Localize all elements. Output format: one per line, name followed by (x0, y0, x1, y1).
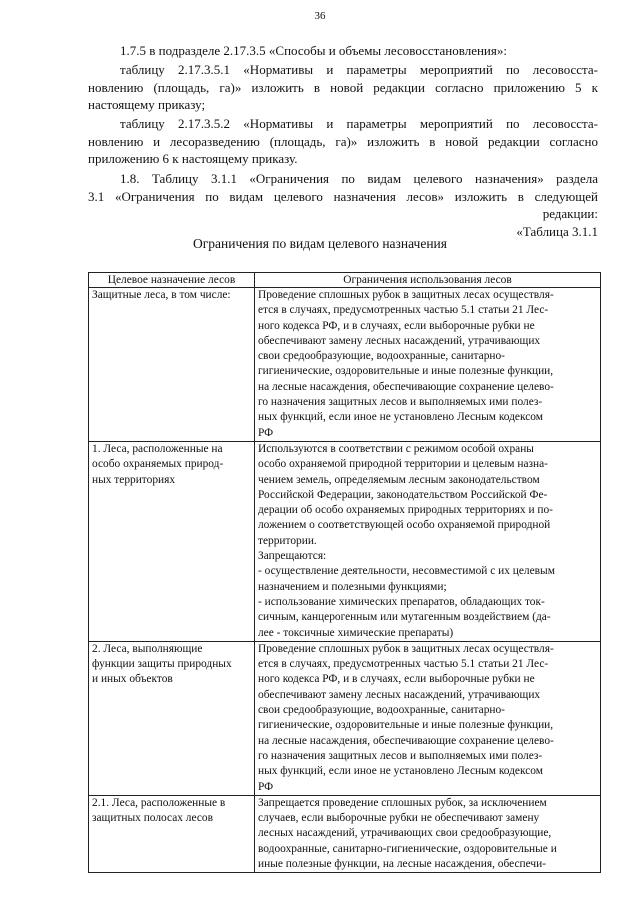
restrictions-cell (255, 795, 601, 872)
cell-line: ных функций, если иное не установлено Лесным кодексом (258, 765, 543, 778)
text-line: редакции: (542, 206, 598, 222)
cell-line: ложением о соответствующей особо охраняемой природной (258, 519, 551, 532)
cell-line: лесных насаждений, утрачивающих свои средообразующие, (258, 827, 552, 840)
cell-line: Запрещается проведение сплошных рубок, за исключением (258, 796, 547, 809)
cell-line: на лесные насаждения, обеспечивающие сохранение целево- (258, 380, 554, 393)
text-line: новлению и лесоразведению (площадь, га)» изложить в новой редакции согласно (88, 133, 598, 149)
paragraph-1-8 (88, 170, 598, 240)
cell-line: обеспечивают замену лесных насаждений, утрачивающих (258, 334, 541, 347)
cell-line: водоохранные, санитарно-гигиенические, оздоровительные и (258, 842, 557, 855)
cell-line: го назначения защитных лесов и выполняемых ими полез- (258, 396, 543, 409)
cell-line: - использование химических препаратов, обладающих ток- (258, 595, 545, 608)
cell-line: 2.1. Леса, расположенные в (92, 796, 226, 809)
cell-line: на лесные насаждения, обеспечивающие сохранение целево- (258, 734, 554, 747)
cell-line: иные полезные функции, на лесные насаждения, обеспечи- (258, 857, 547, 870)
purpose-cell (89, 641, 255, 795)
cell-line: Защитные леса, в том числе: (92, 289, 231, 301)
cell-line: и иных объектов (92, 673, 173, 686)
cell-line: случаев, если выборочные рубки не обеспечивают замену (258, 812, 540, 825)
text-line: таблицу 2.17.3.5.2 «Нормативы и параметры мероприятий по лесовосста- (120, 116, 598, 131)
restrictions-cell (255, 288, 601, 442)
cell-line: дерации об особо охраняемых природных территориях и по- (258, 504, 553, 517)
cell-line: РФ (258, 780, 274, 793)
text-line: настоящему приказу; (88, 97, 206, 113)
column-header-restrictions: Ограничения использования лесов (255, 273, 601, 288)
cell-line: назначением и полезными функциями; (258, 580, 447, 593)
cell-line: Проведение сплошных рубок в защитных лесах осуществля- (258, 289, 554, 301)
table-reference: «Таблица 3.1.1 (516, 223, 598, 239)
cell-line: 2. Леса, выполняющие (92, 642, 203, 655)
text-line: 1.8. Таблицу 3.1.1 «Ограничения по видам целевого назначения» раздела (120, 171, 598, 186)
cell-line: чением земель, определяемым лесным законодательством (258, 473, 540, 486)
purpose-cell (89, 441, 255, 641)
cell-line: свои средообразующие, водоохранные, санитарно- (258, 350, 505, 363)
cell-line: - осуществление деятельности, несовместимой с их целевым (258, 565, 555, 578)
paragraph-1-7-5 (120, 42, 600, 60)
cell-line: гигиенические, оздоровительные и иные полезные функции, (258, 719, 554, 732)
cell-line: Проведение сплошных рубок в защитных лесах осуществля- (258, 642, 554, 655)
restrictions-cell (255, 441, 601, 641)
cell-line: Российской Федерации, законодательством Российской Фе- (258, 488, 548, 501)
cell-line: ного кодекса РФ, и в случаях, если выборочные рубки не (258, 319, 535, 332)
table-row (89, 641, 601, 795)
cell-line: особо охраняемой природной территории и целевым назна- (258, 458, 548, 471)
cell-line: гигиенические, оздоровительные и иные полезные функции, (258, 365, 554, 378)
table-header-row (89, 273, 601, 288)
cell-line: функции защиты природных (92, 658, 232, 671)
restrictions-cell (255, 641, 601, 795)
text-line: таблицу 2.17.3.5.1 «Нормативы и параметры мероприятий по лесовосста- (120, 62, 598, 77)
text-line: новлению (площадь, га)» изложить в новой редакции согласно приложению 5 к (88, 79, 598, 95)
table-row (89, 288, 601, 442)
cell-line: ется в случаях, предусмотренных частью 5.1 статьи 21 Лес- (258, 304, 549, 317)
cell-line: сичным, канцерогенным или мутагенным воздействием (да- (258, 611, 551, 624)
cell-line: обеспечивают замену лесных насаждений, утрачивающих (258, 688, 541, 701)
cell-line: ного кодекса РФ, и в случаях, если выборочные рубки не (258, 673, 535, 686)
cell-line: РФ (258, 426, 274, 439)
purpose-cell (89, 288, 255, 442)
restrictions-table (88, 272, 601, 873)
cell-line: Запрещаются: (258, 550, 327, 563)
cell-line: ных территориях (92, 473, 176, 486)
text-line: 1.7.5 в подразделе 2.17.3.5 «Способы и объемы лесовосстановления»: (120, 43, 507, 58)
cell-line: 1. Леса, расположенные на (92, 442, 223, 455)
cell-line: Используются в соответствии с режимом особой охраны (258, 442, 534, 455)
paragraph-table-2-17-3-5-2 (88, 115, 598, 168)
table-row (89, 441, 601, 641)
page-number: 36 (314, 10, 326, 22)
purpose-cell (89, 795, 255, 872)
cell-line: свои средообразующие, водоохранные, санитарно- (258, 704, 505, 717)
cell-line: лее - токсичные химические препараты) (258, 626, 454, 639)
cell-line: территории. (258, 534, 317, 547)
cell-line: ных функций, если иное не установлено Лесным кодексом (258, 411, 543, 424)
cell-line: го назначения защитных лесов и выполняемых ими полез- (258, 749, 543, 762)
cell-line: особо охраняемых природ- (92, 458, 224, 471)
column-header-purpose: Целевое назначение лесов (89, 273, 255, 288)
table-row (89, 795, 601, 872)
text-line: приложению 6 к настоящему приказу. (88, 151, 298, 167)
table-caption: Ограничения по видам целевого назначения (193, 236, 447, 251)
cell-line: ется в случаях, предусмотренных частью 5.1 статьи 21 Лес- (258, 658, 549, 671)
cell-line: защитных полосах лесов (92, 812, 213, 825)
paragraph-table-2-17-3-5-1 (88, 61, 598, 114)
text-line: 3.1 «Ограничения по видам целевого назначения лесов» изложить в следующей (88, 188, 598, 204)
